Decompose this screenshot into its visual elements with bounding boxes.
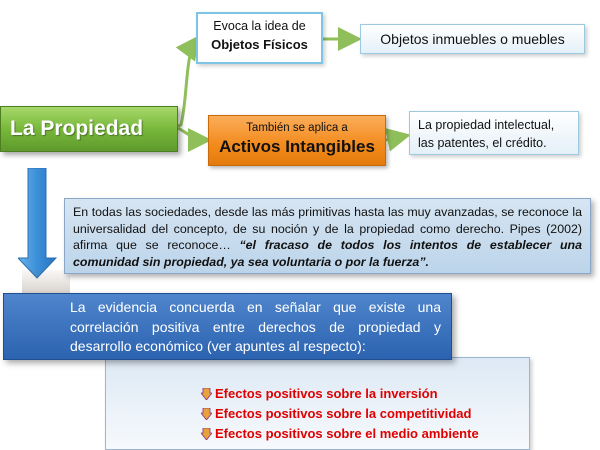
- paragraph-quote: “el fracaso de todos los intentos de establecer una comunidad sin propiedad, ya sea voluntaria o por la fuerza: [73, 238, 582, 269]
- down-arrow-icon: [18, 168, 58, 280]
- paragraph-quote-end: ”.: [419, 254, 429, 269]
- arrow-bullet-icon: [201, 388, 212, 400]
- node-la-propiedad-label: La Propiedad: [10, 117, 144, 140]
- node-objetos: [360, 24, 585, 54]
- connector-activos-intelectual: [386, 136, 405, 140]
- node-objetos-label: Objetos inmuebles o muebles: [380, 31, 565, 47]
- effect-item-label: Efectos positivos sobre la competitividad: [215, 406, 472, 421]
- paragraph-box: [64, 198, 591, 274]
- connector-root-activos: [178, 128, 206, 140]
- connector-root-evoca: [178, 40, 196, 126]
- node-intelectual-line1: La propiedad intelectual,: [418, 118, 555, 132]
- node-intelectual-line2: las patentes, el crédito.: [418, 136, 547, 151]
- node-activos-line1: También se aplica a: [246, 122, 348, 134]
- effect-item-label: Efectos positivos sobre el medio ambiente: [215, 426, 479, 441]
- node-la-propiedad: [0, 106, 178, 152]
- node-intelectual: [409, 111, 579, 155]
- effect-item: [201, 426, 479, 441]
- arrow-bullet-icon: [201, 408, 212, 420]
- arrow-bullet-icon: [201, 428, 212, 440]
- effect-item-label: Efectos positivos sobre la inversión: [215, 386, 438, 401]
- node-evoca-line1: Evoca la idea de: [213, 19, 306, 33]
- node-activos: [208, 115, 386, 166]
- effect-item: [201, 386, 438, 401]
- node-evoca: [196, 12, 323, 64]
- effect-item: [201, 406, 471, 421]
- evidence-text: La evidencia concuerda en señalar que existe una correlación positiva entre derechos de propiedad y desarrollo económico (ver apuntes al respecto):: [70, 299, 441, 355]
- paragraph-text: En todas las sociedades, desde las más primitivas hasta las muy avanzadas, se reconoce la universalidad del concepto, de su noción y de la propiedad como derecho. Pipes (2002) afirma que se reconoce…: [73, 205, 582, 253]
- effects-box: [105, 357, 530, 450]
- node-evoca-line2: Objetos Físicos: [211, 37, 308, 52]
- node-activos-line2: Activos Intangibles: [219, 137, 375, 156]
- evidence-box: [3, 293, 452, 360]
